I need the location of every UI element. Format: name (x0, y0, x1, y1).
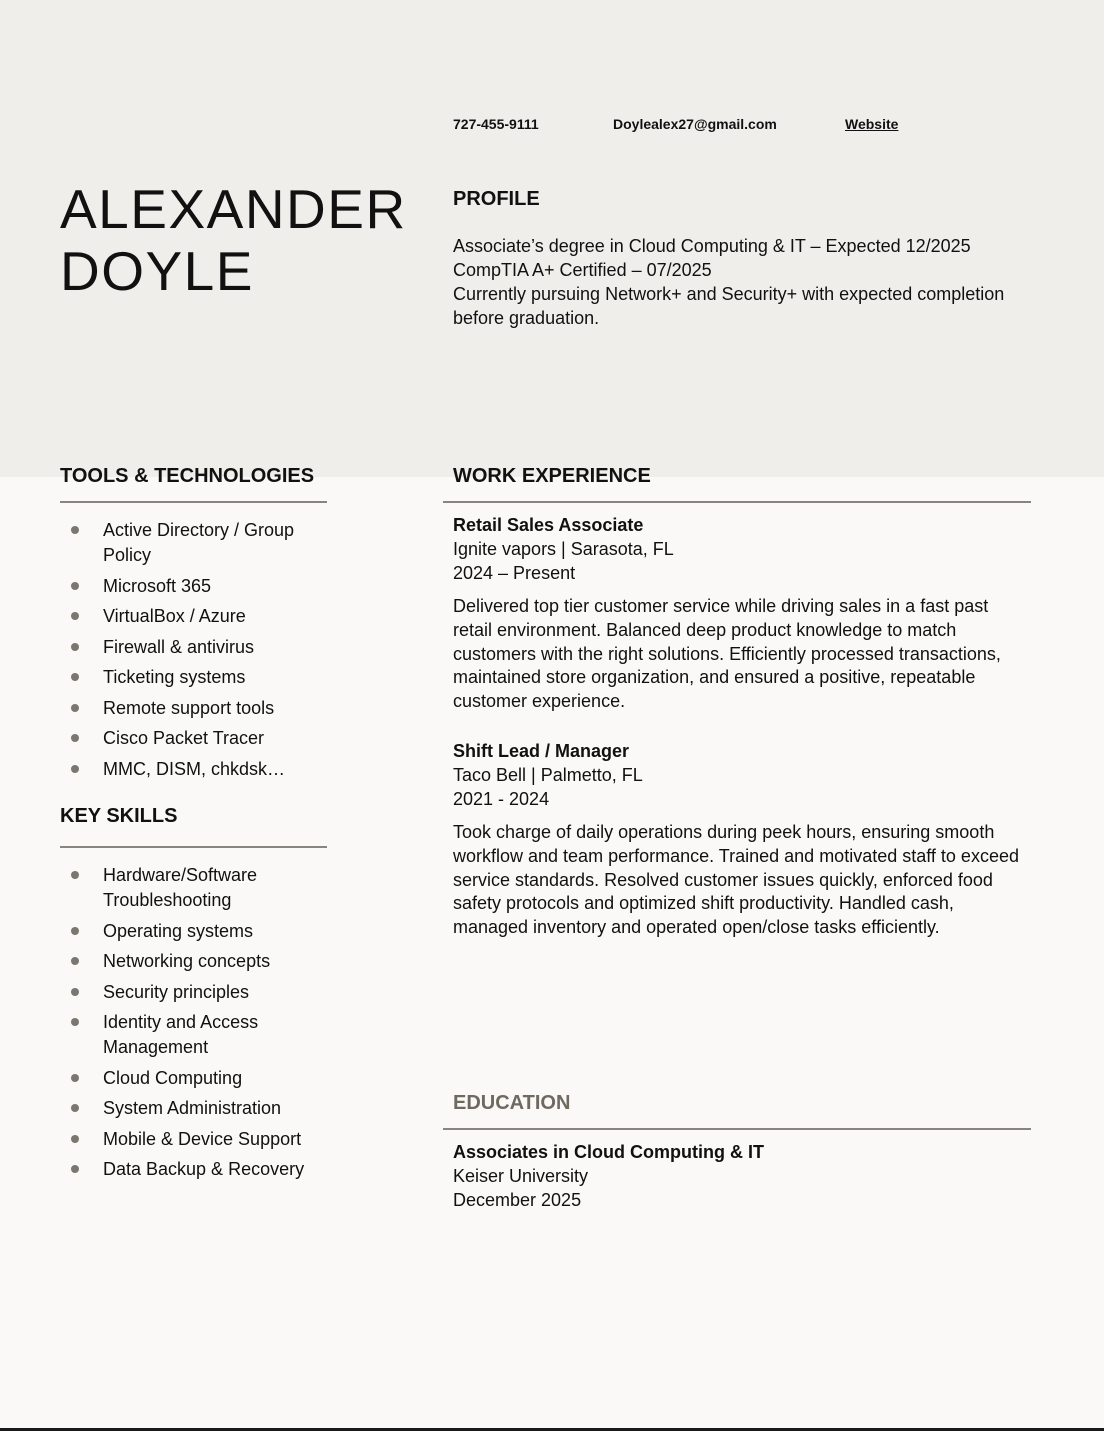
profile-heading: PROFILE (453, 188, 540, 210)
job-dates: 2024 – Present (453, 563, 576, 583)
bullet-icon (71, 673, 79, 681)
skills-list (60, 863, 330, 1188)
job-description: Took charge of daily operations during peek hours, ensuring smooth workflow and team performance. Trained and motivated staff to exceed service standards. Resolved customer issues quickly, enforced food safety protocols and optimized shift productivity. Handled cash, managed inventory and operated open/close tasks efficiently. (453, 822, 1019, 938)
education-entry (453, 1140, 764, 1212)
list-item: Hardware/Software Troubleshooting (60, 863, 330, 913)
list-item: Operating systems (60, 919, 330, 944)
profile-line: Currently pursuing Network+ and Security+ with expected completion before graduation. (453, 284, 1005, 328)
contact-email[interactable]: Doylealex27@gmail.com (613, 116, 777, 132)
job-company: Taco Bell | Palmetto, FL (453, 765, 643, 785)
list-item: Active Directory / Group Policy (60, 518, 330, 568)
bullet-icon (71, 927, 79, 935)
website-link[interactable]: Website (845, 116, 899, 132)
bullet-icon (71, 704, 79, 712)
bullet-icon (71, 871, 79, 879)
list-item: VirtualBox / Azure (60, 604, 330, 629)
job-title: Shift Lead / Manager (453, 741, 630, 761)
list-item: Security principles (60, 980, 330, 1005)
contact-phone: 727-455-9111 (453, 116, 539, 132)
tools-divider (60, 501, 327, 503)
list-item: Cloud Computing (60, 1066, 330, 1091)
skills-heading: KEY SKILLS (60, 805, 178, 827)
job-description: Delivered top tier customer service while driving sales in a fast past retail environment. Balanced deep product knowledge to match customers with the right solutions. Efficiently processed transactions, maintained store organization, and ensured a positive, repeatable customer experience. (453, 596, 1001, 712)
bullet-icon (71, 1074, 79, 1082)
bullet-icon (71, 1104, 79, 1112)
list-item: Identity and Access Management (60, 1010, 330, 1060)
last-name: DOYLE (60, 240, 254, 302)
job-entry (453, 513, 1028, 714)
bullet-icon (71, 765, 79, 773)
job-entry (453, 739, 1028, 940)
bullet-icon (71, 643, 79, 651)
list-item: System Administration (60, 1096, 330, 1121)
list-item: Remote support tools (60, 696, 330, 721)
bullet-icon (71, 1135, 79, 1143)
bullet-icon (71, 734, 79, 742)
bullet-icon (71, 582, 79, 590)
bullet-icon (71, 1018, 79, 1026)
bullet-icon (71, 957, 79, 965)
list-item: Data Backup & Recovery (60, 1157, 330, 1182)
list-item: MMC, DISM, chkdsk… (60, 757, 330, 782)
job-company: Ignite vapors | Sarasota, FL (453, 539, 674, 559)
tools-heading: TOOLS & TECHNOLOGIES (60, 465, 315, 487)
bullet-icon (71, 526, 79, 534)
first-name: ALEXANDER (60, 178, 407, 240)
list-item: Mobile & Device Support (60, 1127, 330, 1152)
job-dates: 2021 - 2024 (453, 789, 550, 809)
list-item: Cisco Packet Tracer (60, 726, 330, 751)
list-item: Ticketing systems (60, 665, 330, 690)
school: Keiser University (453, 1166, 589, 1186)
work-divider (443, 501, 1031, 503)
education-divider (443, 1128, 1031, 1130)
profile-summary (453, 234, 1033, 330)
bullet-icon (71, 988, 79, 996)
profile-line: CompTIA A+ Certified – 07/2025 (453, 260, 712, 280)
graduation-date: December 2025 (453, 1190, 582, 1210)
profile-line: Associate’s degree in Cloud Computing & IT – Expected 12/2025 (453, 236, 971, 256)
degree: Associates in Cloud Computing & IT (453, 1142, 765, 1162)
work-heading: WORK EXPERIENCE (453, 465, 651, 487)
bullet-icon (71, 1165, 79, 1173)
tools-list (60, 518, 330, 787)
education-heading: EDUCATION (453, 1092, 571, 1114)
bullet-icon (71, 612, 79, 620)
list-item: Microsoft 365 (60, 574, 330, 599)
skills-divider (60, 846, 327, 848)
job-title: Retail Sales Associate (453, 515, 644, 535)
candidate-name (60, 178, 407, 302)
list-item: Networking concepts (60, 949, 330, 974)
list-item: Firewall & antivirus (60, 635, 330, 660)
